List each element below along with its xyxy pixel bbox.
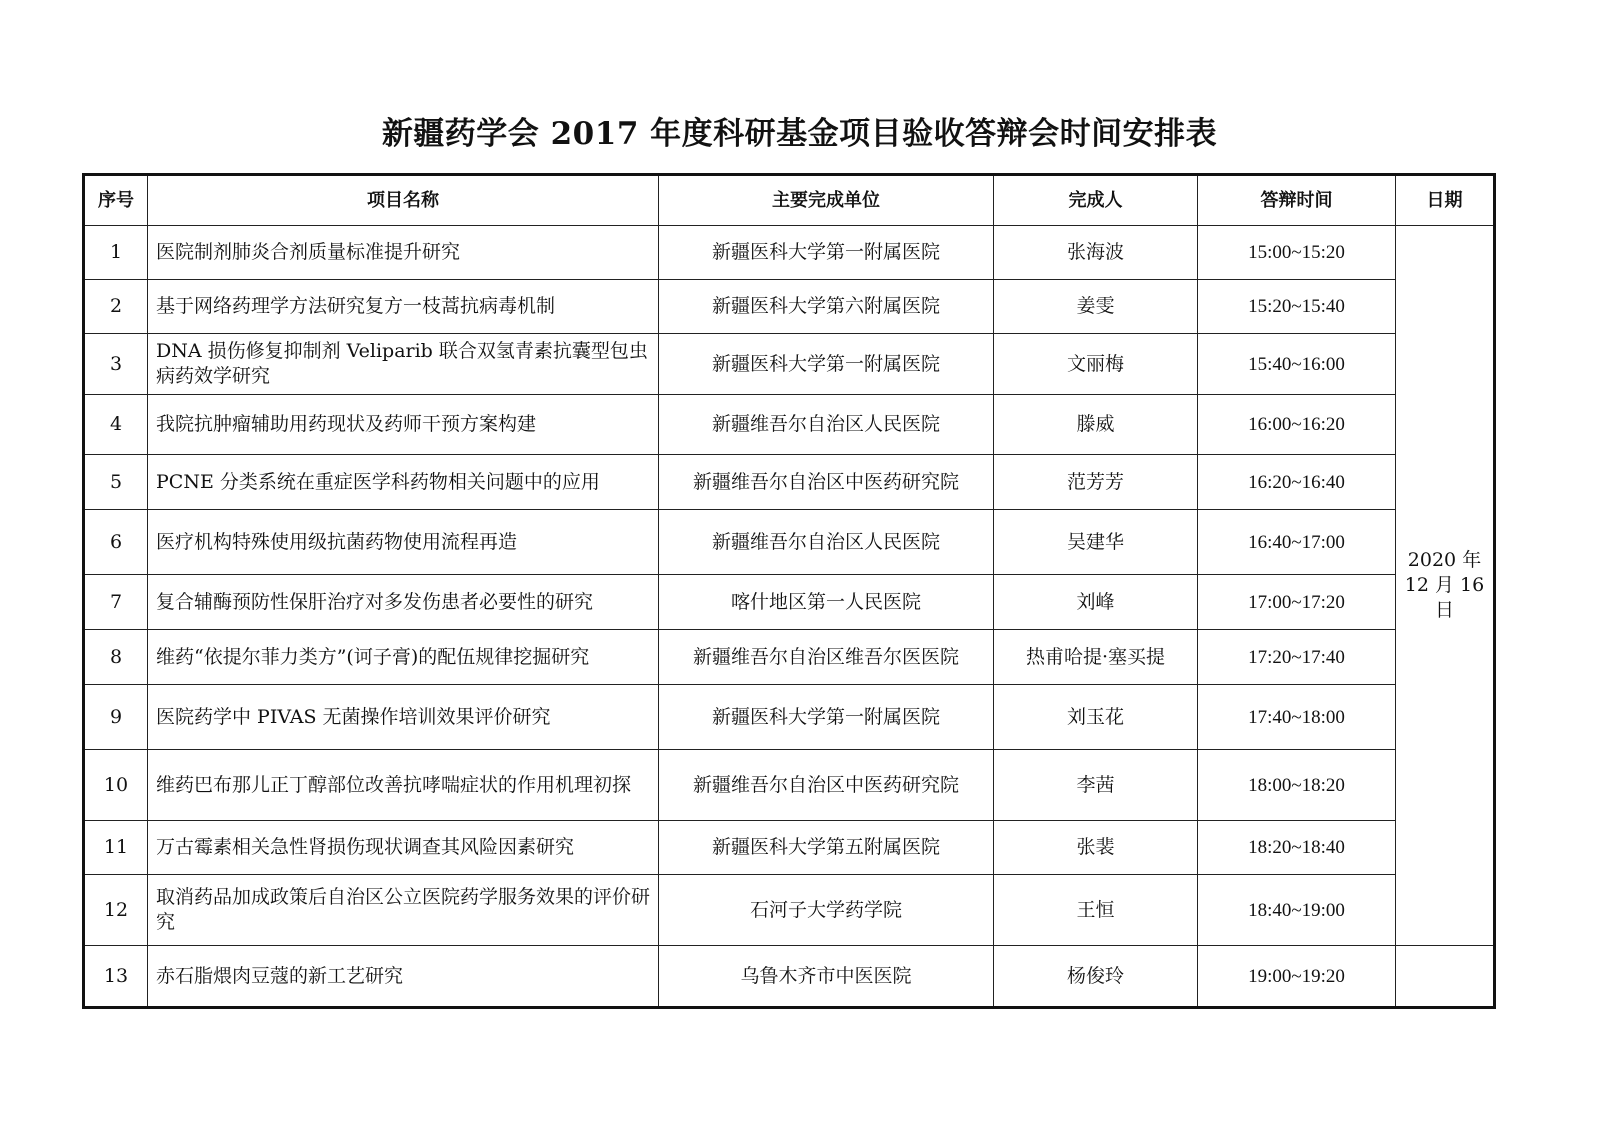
header-person: 完成人 <box>994 175 1198 226</box>
header-unit: 主要完成单位 <box>659 175 994 226</box>
row-project-name: 取消药品加成政策后自治区公立医院药学服务效果的评价研究 <box>148 875 659 946</box>
row-person: 李茜 <box>994 750 1198 821</box>
table-row <box>84 685 1495 750</box>
row-time: 17:40~18:00 <box>1198 685 1396 750</box>
row-seq: 3 <box>84 334 148 395</box>
row-project-name: 复合辅酶预防性保肝治疗对多发伤患者必要性的研究 <box>148 575 659 630</box>
date-line-1: 2020 年 <box>1407 549 1482 571</box>
table-row <box>84 630 1495 685</box>
header-seq: 序号 <box>84 175 148 226</box>
row-person: 王恒 <box>994 875 1198 946</box>
row-time: 16:40~17:00 <box>1198 510 1396 575</box>
row-seq: 6 <box>84 510 148 575</box>
row-time: 19:00~19:20 <box>1198 946 1396 1008</box>
row-unit: 新疆维吾尔自治区中医药研究院 <box>659 455 994 510</box>
row-seq: 5 <box>84 455 148 510</box>
row-seq: 10 <box>84 750 148 821</box>
row-project-name: 万古霉素相关急性肾损伤现状调查其风险因素研究 <box>148 821 659 875</box>
row-unit: 新疆医科大学第六附属医院 <box>659 280 994 334</box>
row-unit: 新疆维吾尔自治区中医药研究院 <box>659 750 994 821</box>
row-project-name: 维药巴布那儿正丁醇部位改善抗哮喘症状的作用机理初探 <box>148 750 659 821</box>
row-project-name: 医院药学中 PIVAS 无菌操作培训效果评价研究 <box>148 685 659 750</box>
row-person: 张海波 <box>994 226 1198 280</box>
row-unit: 新疆维吾尔自治区人民医院 <box>659 510 994 575</box>
row-unit: 新疆医科大学第一附属医院 <box>659 226 994 280</box>
row-person: 滕威 <box>994 395 1198 455</box>
row-person: 张裴 <box>994 821 1198 875</box>
row-seq: 1 <box>84 226 148 280</box>
row-project-name: 我院抗肿瘤辅助用药现状及药师干预方案构建 <box>148 395 659 455</box>
row-seq: 12 <box>84 875 148 946</box>
row-unit: 新疆维吾尔自治区人民医院 <box>659 395 994 455</box>
header-date: 日期 <box>1396 175 1495 226</box>
row-time: 16:20~16:40 <box>1198 455 1396 510</box>
table-row <box>84 575 1495 630</box>
row-person: 姜雯 <box>994 280 1198 334</box>
table-row <box>84 821 1495 875</box>
row-seq: 8 <box>84 630 148 685</box>
row-person: 范芳芳 <box>994 455 1198 510</box>
table-row <box>84 750 1495 821</box>
row-unit: 乌鲁木齐市中医医院 <box>659 946 994 1008</box>
table-row <box>84 946 1495 1008</box>
row-unit: 新疆维吾尔自治区维吾尔医医院 <box>659 630 994 685</box>
row-seq: 4 <box>84 395 148 455</box>
row-seq: 7 <box>84 575 148 630</box>
row-project-name: 维药“依提尔菲力类方”(诃子膏)的配伍规律挖掘研究 <box>148 630 659 685</box>
header-name: 项目名称 <box>148 175 659 226</box>
row-time: 16:00~16:20 <box>1198 395 1396 455</box>
row-unit: 新疆医科大学第一附属医院 <box>659 685 994 750</box>
row-time: 17:00~17:20 <box>1198 575 1396 630</box>
row-unit: 石河子大学药学院 <box>659 875 994 946</box>
row-project-name: 赤石脂煨肉豆蔻的新工艺研究 <box>148 946 659 1008</box>
row-unit: 新疆医科大学第五附属医院 <box>659 821 994 875</box>
row-time: 15:20~15:40 <box>1198 280 1396 334</box>
table-header-row <box>84 175 1495 226</box>
table-row <box>84 455 1495 510</box>
page-title: 新疆药学会 2017 年度科研基金项目验收答辩会时间安排表 <box>381 116 1218 152</box>
row-time: 18:40~19:00 <box>1198 875 1396 946</box>
row-seq: 2 <box>84 280 148 334</box>
row-unit: 新疆医科大学第一附属医院 <box>659 334 994 395</box>
row-time: 18:20~18:40 <box>1198 821 1396 875</box>
header-time: 答辩时间 <box>1198 175 1396 226</box>
date-line-2: 12 月 16 <box>1404 574 1485 596</box>
row-time: 15:40~16:00 <box>1198 334 1396 395</box>
table-row <box>84 280 1495 334</box>
row-unit: 喀什地区第一人民医院 <box>659 575 994 630</box>
row-person: 杨俊玲 <box>994 946 1198 1008</box>
table-row <box>84 334 1495 395</box>
row-project-name: DNA 损伤修复抑制剂 Veliparib 联合双氢青素抗囊型包虫病药效学研究 <box>148 334 659 395</box>
date-cell <box>1396 226 1495 946</box>
row-person: 文丽梅 <box>994 334 1198 395</box>
table-row <box>84 226 1495 280</box>
row-project-name: 医疗机构特殊使用级抗菌药物使用流程再造 <box>148 510 659 575</box>
row-project-name: 基于网络药理学方法研究复方一枝蒿抗病毒机制 <box>148 280 659 334</box>
row-seq: 9 <box>84 685 148 750</box>
row-seq: 13 <box>84 946 148 1008</box>
table-row <box>84 875 1495 946</box>
row-person: 热甫哈提·塞买提 <box>994 630 1198 685</box>
row-project-name: 医院制剂肺炎合剂质量标准提升研究 <box>148 226 659 280</box>
date-cell-empty <box>1396 946 1495 1008</box>
row-person: 刘玉花 <box>994 685 1198 750</box>
row-time: 17:20~17:40 <box>1198 630 1396 685</box>
row-person: 吴建华 <box>994 510 1198 575</box>
row-project-name: PCNE 分类系统在重症医学科药物相关问题中的应用 <box>148 455 659 510</box>
table-row <box>84 395 1495 455</box>
row-time: 18:00~18:20 <box>1198 750 1396 821</box>
row-time: 15:00~15:20 <box>1198 226 1396 280</box>
schedule-table <box>82 173 1496 1009</box>
table-row <box>84 510 1495 575</box>
row-person: 刘峰 <box>994 575 1198 630</box>
row-seq: 11 <box>84 821 148 875</box>
date-line-3: 日 <box>1434 599 1454 621</box>
